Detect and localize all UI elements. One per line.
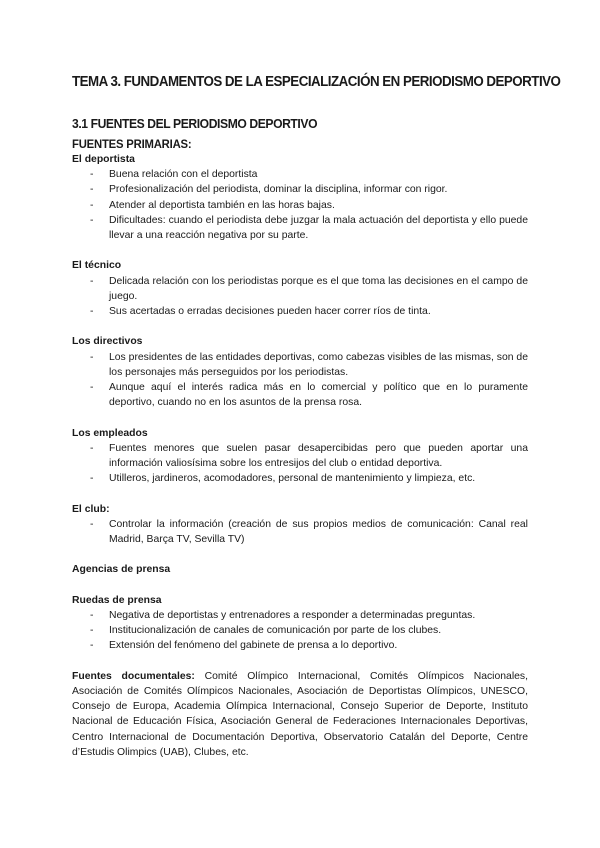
group-heading: Los directivos	[72, 336, 143, 348]
list-item-text: Fuentes menores que suelen pasar desapercibidas pero que pueden aportar una información valiosísima sobre los entresijos del club o entidad deportiva.	[109, 442, 528, 470]
list-item-text: Dificultades: cuando el periodista debe juzgar la mala actuación del deportista y ello puede llevar a una reacción negativa por su parte.	[109, 214, 528, 242]
bullet-list	[72, 350, 528, 411]
list-item	[72, 623, 528, 638]
list-item-text: Controlar la información (creación de sus propios medios de comunicación: Canal real Madrid, Barça TV, Sevilla TV)	[109, 518, 528, 546]
source-group-tecnico	[72, 258, 528, 319]
list-item	[72, 350, 528, 380]
bullet-dash: -	[90, 518, 94, 530]
spacer	[72, 410, 528, 425]
group-heading: Los empleados	[72, 427, 148, 439]
group-heading: Agencias de prensa	[72, 564, 171, 576]
bullet-dash: -	[90, 169, 94, 181]
bullet-dash: -	[90, 351, 94, 363]
list-item-text: Institucionalización de canales de comunicación por parte de los clubes.	[109, 625, 442, 637]
list-item-text: Delicada relación con los periodistas porque es el que toma las decisiones en el campo de juego.	[109, 275, 528, 302]
list-item-text: Buena relación con el deportista	[109, 169, 258, 181]
bullet-dash: -	[90, 610, 94, 621]
list-item	[72, 274, 528, 304]
documentales-text: Comité Olímpico Internacional, Comités Olímpicos Nacionales, Asociación de Comités Olímpicos Nacionales, Asociación de Deportistas Olímpicos, UNESCO, Consejo de Europa, Academia Olímpica Internacional, Consejo Superior de Deporte, Instituto Nacional de Educación Física, Asociación General de Federaciones Internacionales Deportivas, Centro Internacional de Documentación Deportiva, Observatorio Catalán del Deporte, Centre d’Estudis Olimpics (UAB), Clubes, etc.	[72, 670, 528, 758]
list-item	[72, 380, 528, 410]
source-group-directivos	[72, 334, 528, 410]
subsection-title: FUENTES PRIMARIAS:	[72, 137, 192, 151]
bullet-dash: -	[90, 625, 94, 637]
list-item	[72, 213, 528, 243]
list-item-text: Sus acertadas o erradas decisiones pueden hacer correr ríos de tinta.	[109, 306, 431, 318]
list-item-text: Utilleros, jardineros, acomodadores, personal de mantenimiento y limpieza, etc.	[109, 473, 476, 485]
list-item	[72, 638, 528, 653]
bullet-dash: -	[90, 184, 94, 196]
source-group-deportista	[72, 152, 528, 243]
spacer	[72, 486, 528, 501]
bullet-dash: -	[90, 442, 94, 454]
source-group-empleados	[72, 426, 528, 487]
spacer	[72, 243, 528, 258]
list-item	[72, 167, 528, 182]
bullet-dash: -	[90, 382, 94, 394]
list-item-text: Aunque aquí el interés radica más en lo comercial y político que en lo puramente deportivo, cuando no en los asuntos de la prensa rosa.	[109, 382, 528, 409]
spacer	[72, 654, 528, 669]
list-item-text: Profesionalización del periodista, dominar la disciplina, informar con rigor.	[109, 184, 448, 196]
spacer	[72, 319, 528, 334]
bullet-list	[72, 274, 528, 320]
bullet-dash: -	[90, 640, 94, 652]
group-heading: El técnico	[72, 260, 122, 272]
bullet-dash: -	[90, 473, 94, 485]
list-item-text: Atender al deportista también en las horas bajas.	[109, 199, 335, 211]
document-body	[72, 137, 528, 760]
group-heading: El deportista	[72, 154, 135, 165]
bullet-list	[72, 167, 528, 243]
list-item	[72, 441, 528, 471]
list-item-text: Extensión del fenómeno del gabinete de prensa a lo deportivo.	[109, 640, 398, 652]
list-item	[72, 608, 528, 623]
group-heading: El club:	[72, 503, 110, 515]
bullet-list	[72, 517, 528, 547]
page-title: TEMA 3. FUNDAMENTOS DE LA ESPECIALIZACIÓN EN PERIODISMO DEPORTIVO	[72, 74, 561, 90]
list-item-text: Negativa de deportistas y entrenadores a responder a determinadas preguntas.	[109, 610, 476, 621]
documentales-paragraph	[72, 669, 528, 760]
bullet-list	[72, 441, 528, 487]
list-item	[72, 182, 528, 197]
bullet-dash: -	[90, 199, 94, 211]
bullet-list	[72, 608, 528, 654]
list-item	[72, 304, 528, 319]
list-item	[72, 198, 528, 213]
spacer	[72, 578, 528, 593]
section-title: 3.1 FUENTES DEL PERIODISMO DEPORTIVO	[72, 116, 318, 131]
bullet-dash: -	[90, 214, 94, 226]
list-item	[72, 517, 528, 547]
bullet-dash: -	[90, 306, 94, 318]
source-group-club	[72, 502, 528, 548]
documentales-label: Fuentes documentales:	[72, 670, 195, 682]
group-heading: Ruedas de prensa	[72, 594, 162, 606]
list-item-text: Los presidentes de las entidades deportivas, como cabezas visibles de las mismas, son de los personajes más perseguidos por los periodistas.	[109, 351, 528, 378]
list-item	[72, 471, 528, 486]
spacer	[72, 547, 528, 562]
bullet-dash: -	[90, 275, 94, 287]
source-group-ruedas	[72, 593, 528, 654]
source-group-agencias	[72, 562, 528, 577]
